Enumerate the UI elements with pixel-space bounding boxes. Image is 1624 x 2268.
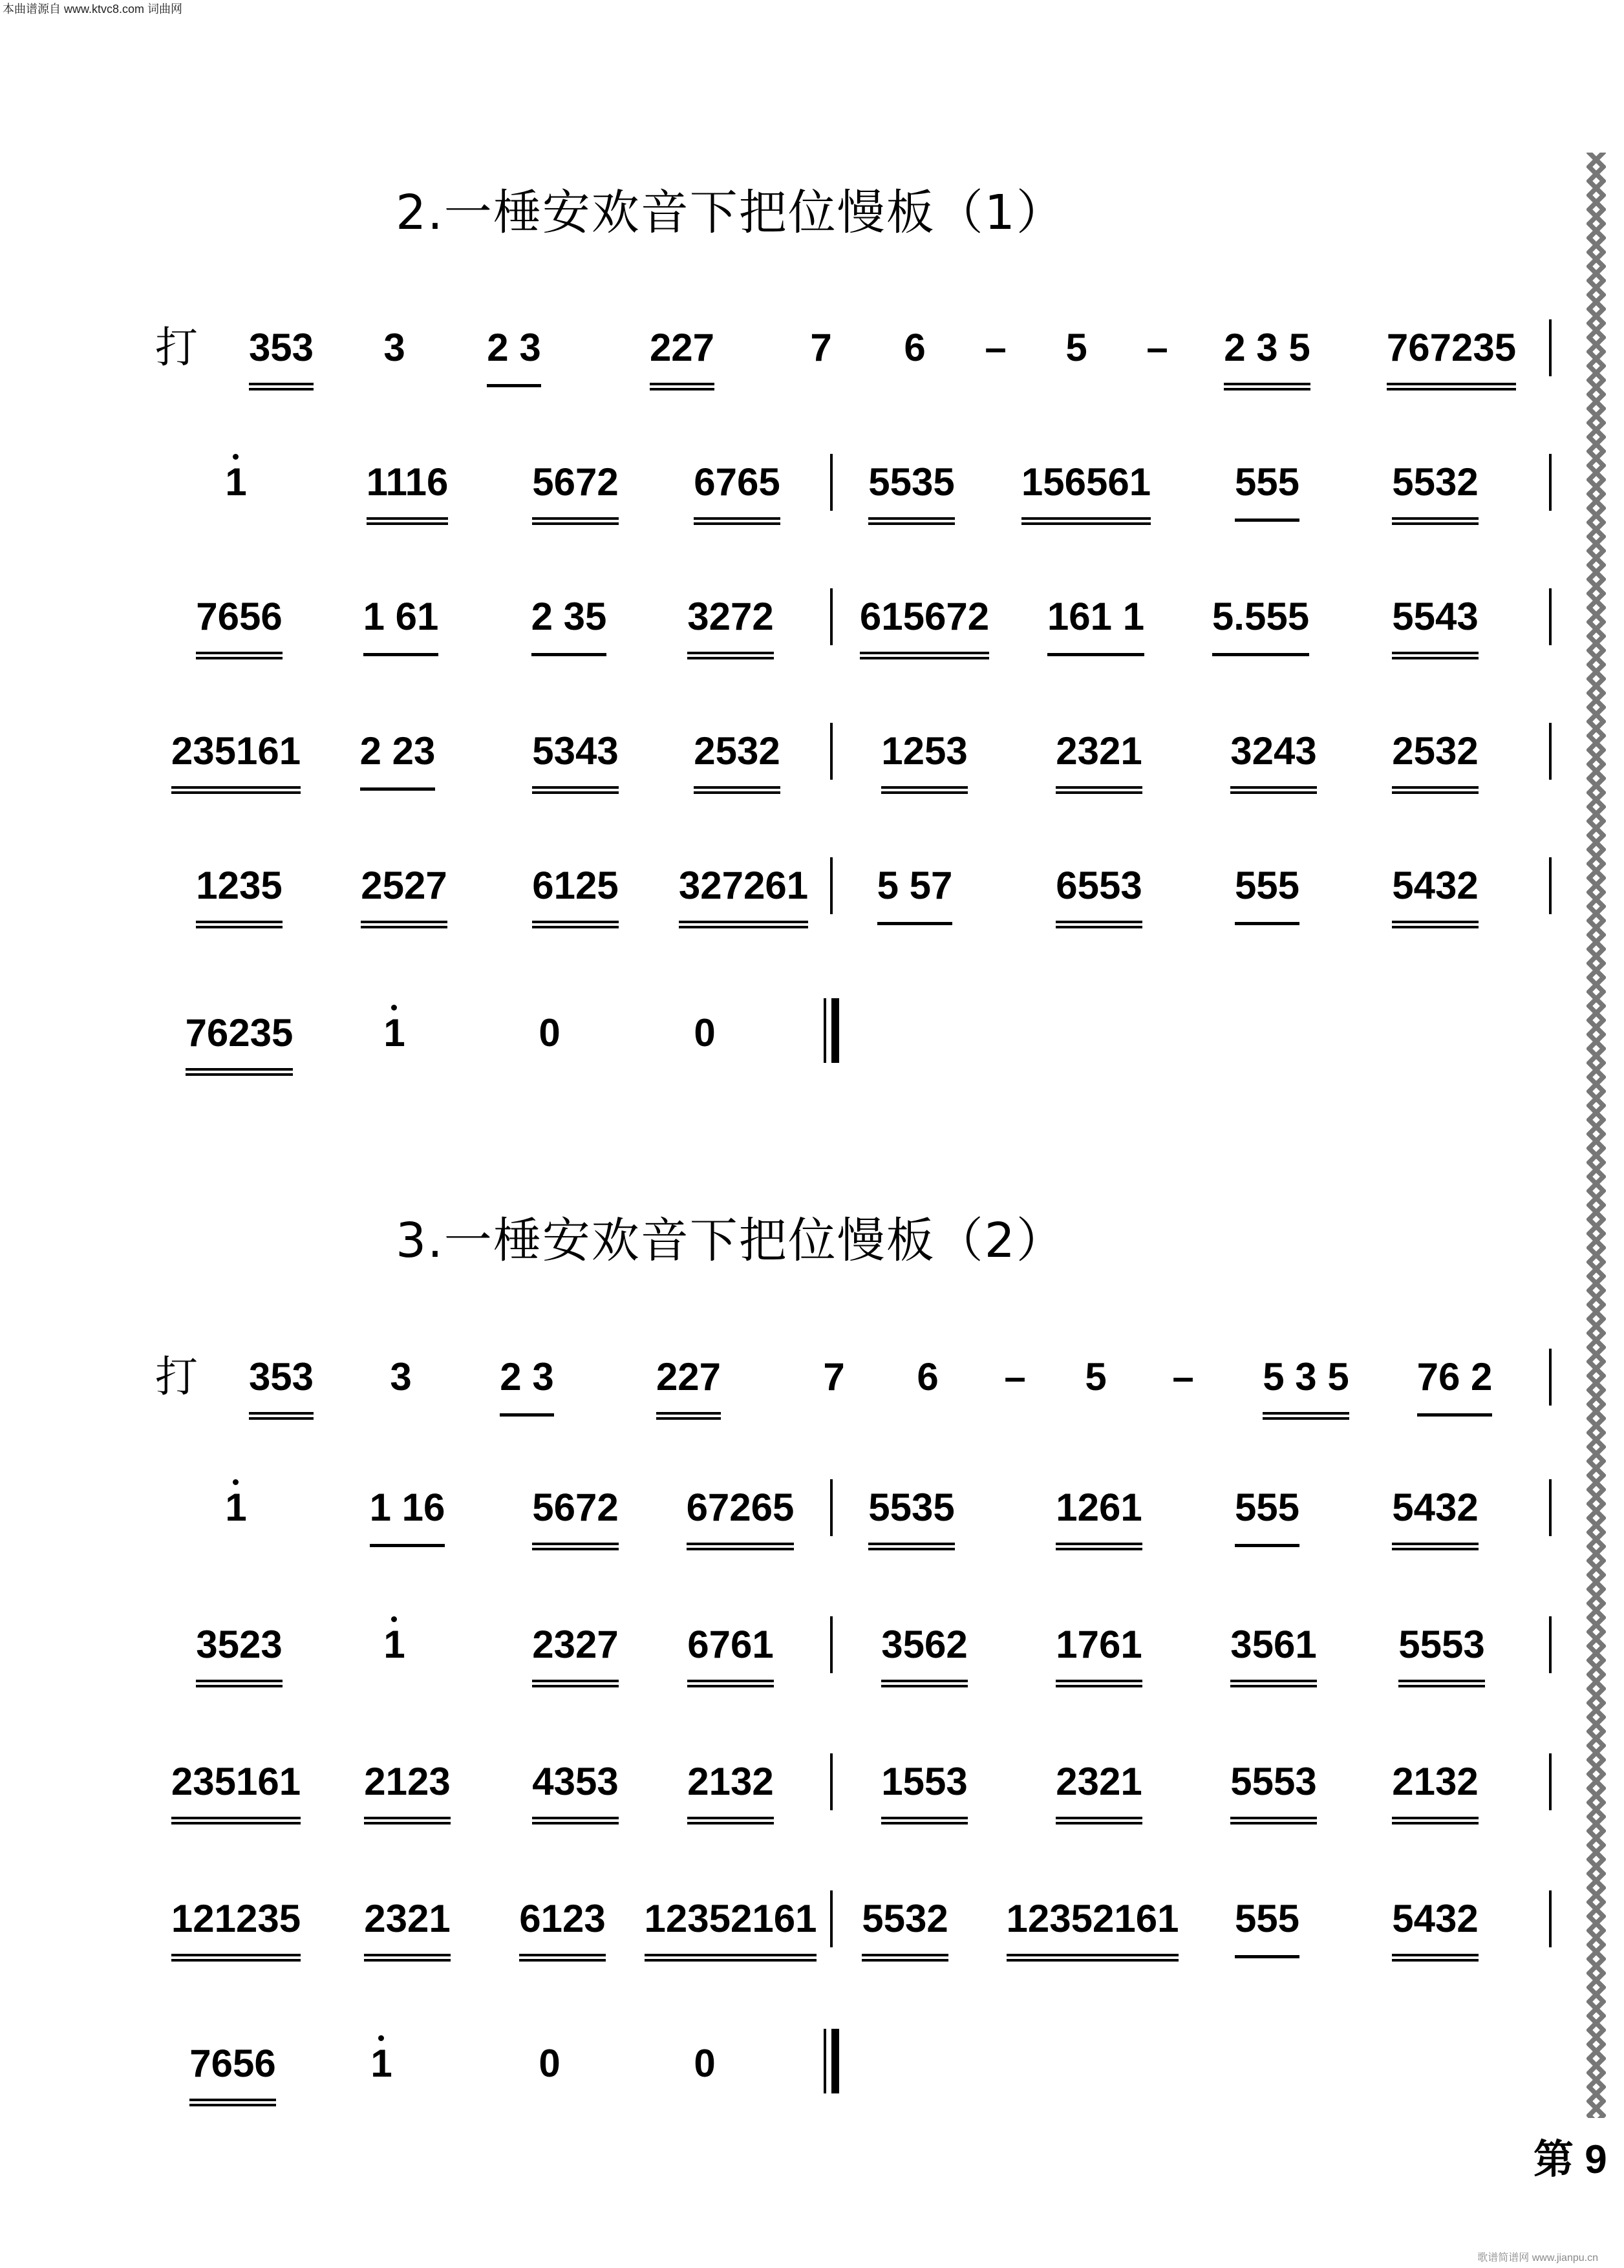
note-group: 1 [369,1001,420,1069]
note-group: 1553 [866,1749,983,1824]
note-group: 156561 [1009,450,1164,525]
note-group: 5.555 [1190,584,1332,656]
note-group: 12352161 [634,1887,828,1962]
note-group: – [1146,326,1168,369]
note-group: 0 [539,2042,561,2085]
note-group: 555 [1202,1475,1332,1547]
note-group: 327261 [666,853,821,928]
note-group: 2527 [343,853,465,928]
barline [830,588,833,645]
note-group: 3562 [866,1612,983,1687]
note-group: 5532 [840,1887,970,1962]
note-group: 7656 [181,584,297,659]
note-group: 2 3 [465,316,562,387]
note-group: 235161 [162,1749,310,1824]
note-group: 12352161 [996,1887,1190,1962]
note-group: 2321 [1041,1749,1157,1824]
note-group: 76235 [175,1001,304,1076]
note-group: 121235 [162,1887,310,1962]
note-group: 5432 [1371,1475,1500,1550]
note-group: 5432 [1371,853,1500,928]
note-group: 76 2 [1396,1345,1513,1417]
barline [1549,1349,1552,1406]
note-group: 767235 [1371,316,1532,390]
note-group: 6 [904,326,926,369]
score-row [155,1749,1552,1814]
note-group: 5 57 [853,853,976,925]
da-marker: 打 [155,1352,198,1402]
note-group: 2132 [672,1749,789,1824]
note-group: 227 [614,1345,763,1420]
note-group: 555 [1202,450,1332,522]
note-group: 4353 [517,1749,634,1824]
note-group: 5 3 5 [1241,1345,1371,1420]
section-title-2: 3.一棰安欢音下把位慢板（2） [396,1213,1065,1268]
note-group: 5543 [1371,584,1500,659]
note-group: 3523 [181,1612,297,1687]
note-group: 5343 [517,719,634,794]
barline [830,1890,833,1947]
note-group: 6 [917,1355,939,1398]
barline [830,723,833,780]
note-group: 1 [369,1612,420,1681]
note-group: 3 [383,326,405,369]
note-group: 1 [207,450,265,519]
note-group: 615672 [847,584,1002,659]
score-row [155,1612,1552,1677]
barline [1549,1753,1552,1810]
note-group: 0 [694,1011,716,1054]
note-group: 1116 [343,450,472,525]
score-row [155,1887,1552,1951]
note-group: 6765 [679,450,795,525]
note-group: 1761 [1041,1612,1157,1687]
border-ornament [1587,153,1606,2118]
note-group: 161 1 [1041,584,1151,656]
score-row [155,1345,1552,1409]
note-group: 7 [823,1355,845,1398]
note-group: 2321 [349,1887,465,1962]
barline [830,1479,833,1536]
barline [1549,1479,1552,1536]
barline [1549,857,1552,914]
note-group: 5535 [847,450,976,525]
note-group: 1 61 [349,584,453,656]
barline [830,1616,833,1673]
note-group: 2532 [672,719,802,794]
barline [830,857,833,914]
note-group: 2 3 [478,1345,575,1417]
score-row [155,1475,1552,1540]
note-group: 555 [1202,853,1332,925]
note-group: 235161 [162,719,310,794]
final-barline [824,2029,838,2093]
note-group: 2 3 5 [1202,316,1332,390]
note-group: 6123 [498,1887,627,1962]
barline [1549,588,1552,645]
barline [1549,723,1552,780]
note-group: 5535 [847,1475,976,1550]
note-group: 5672 [517,450,634,525]
note-group: 67265 [672,1475,808,1550]
note-group: 6553 [1041,853,1157,928]
note-group: 2 35 [517,584,621,656]
note-group: 1253 [866,719,983,794]
note-group: 5 [1085,1355,1107,1398]
note-group: – [1172,1355,1194,1398]
section-title-1: 2.一棰安欢音下把位慢板（1） [396,185,1065,241]
note-group: 2327 [517,1612,634,1687]
note-group: 5553 [1202,1749,1345,1824]
score-row [155,450,1552,515]
note-group: 5532 [1371,450,1500,525]
note-group: 2532 [1371,719,1500,794]
note-group: 5 [1065,326,1087,369]
note-group: – [985,326,1007,369]
note-group: 1261 [1041,1475,1157,1550]
note-group: 2321 [1041,719,1157,794]
score-row [155,316,1552,380]
note-group: 1 16 [356,1475,459,1547]
footer-note: 歌谱简谱网 www.jianpu.cn [1477,2252,1598,2263]
barline [1549,454,1552,511]
final-barline [824,998,838,1063]
note-group: 1235 [181,853,297,928]
score-row [155,584,1552,649]
note-group: 6125 [517,853,634,928]
page-number: 第 9 [1533,2137,1607,2182]
note-group: 0 [694,2042,716,2085]
barline [1549,1890,1552,1947]
note-group: 3272 [672,584,789,659]
note-group: 2132 [1371,1749,1500,1824]
note-group: 555 [1202,1887,1332,1958]
header-note: 本曲谱源自 www.ktvc8.com 词曲网 [3,3,183,16]
da-marker: 打 [155,323,198,372]
score-row [155,1001,1552,1065]
note-group: 2 23 [343,719,453,791]
note-group: 6761 [672,1612,789,1687]
barline [1549,1616,1552,1673]
barline [1549,319,1552,376]
note-group: – [1004,1355,1026,1398]
note-group: 0 [539,1011,561,1054]
note-group: 3561 [1215,1612,1332,1687]
note-group: 2123 [349,1749,465,1824]
score-row [155,2031,1552,2096]
score-row [155,853,1552,918]
note-group: 5672 [517,1475,634,1550]
note-group: 227 [608,316,756,390]
note-group: 353 [233,1345,330,1420]
score-row [155,719,1552,784]
note-group: 353 [233,316,330,390]
note-group: 7656 [175,2031,291,2106]
note-group: 7 [810,326,832,369]
note-group: 3243 [1215,719,1332,794]
note-group: 1 [207,1475,265,1544]
note-group: 3 [390,1355,412,1398]
note-group: 1 [356,2031,407,2100]
note-group: 5432 [1371,1887,1500,1962]
note-group: 5553 [1371,1612,1513,1687]
barline [830,454,833,511]
barline [830,1753,833,1810]
